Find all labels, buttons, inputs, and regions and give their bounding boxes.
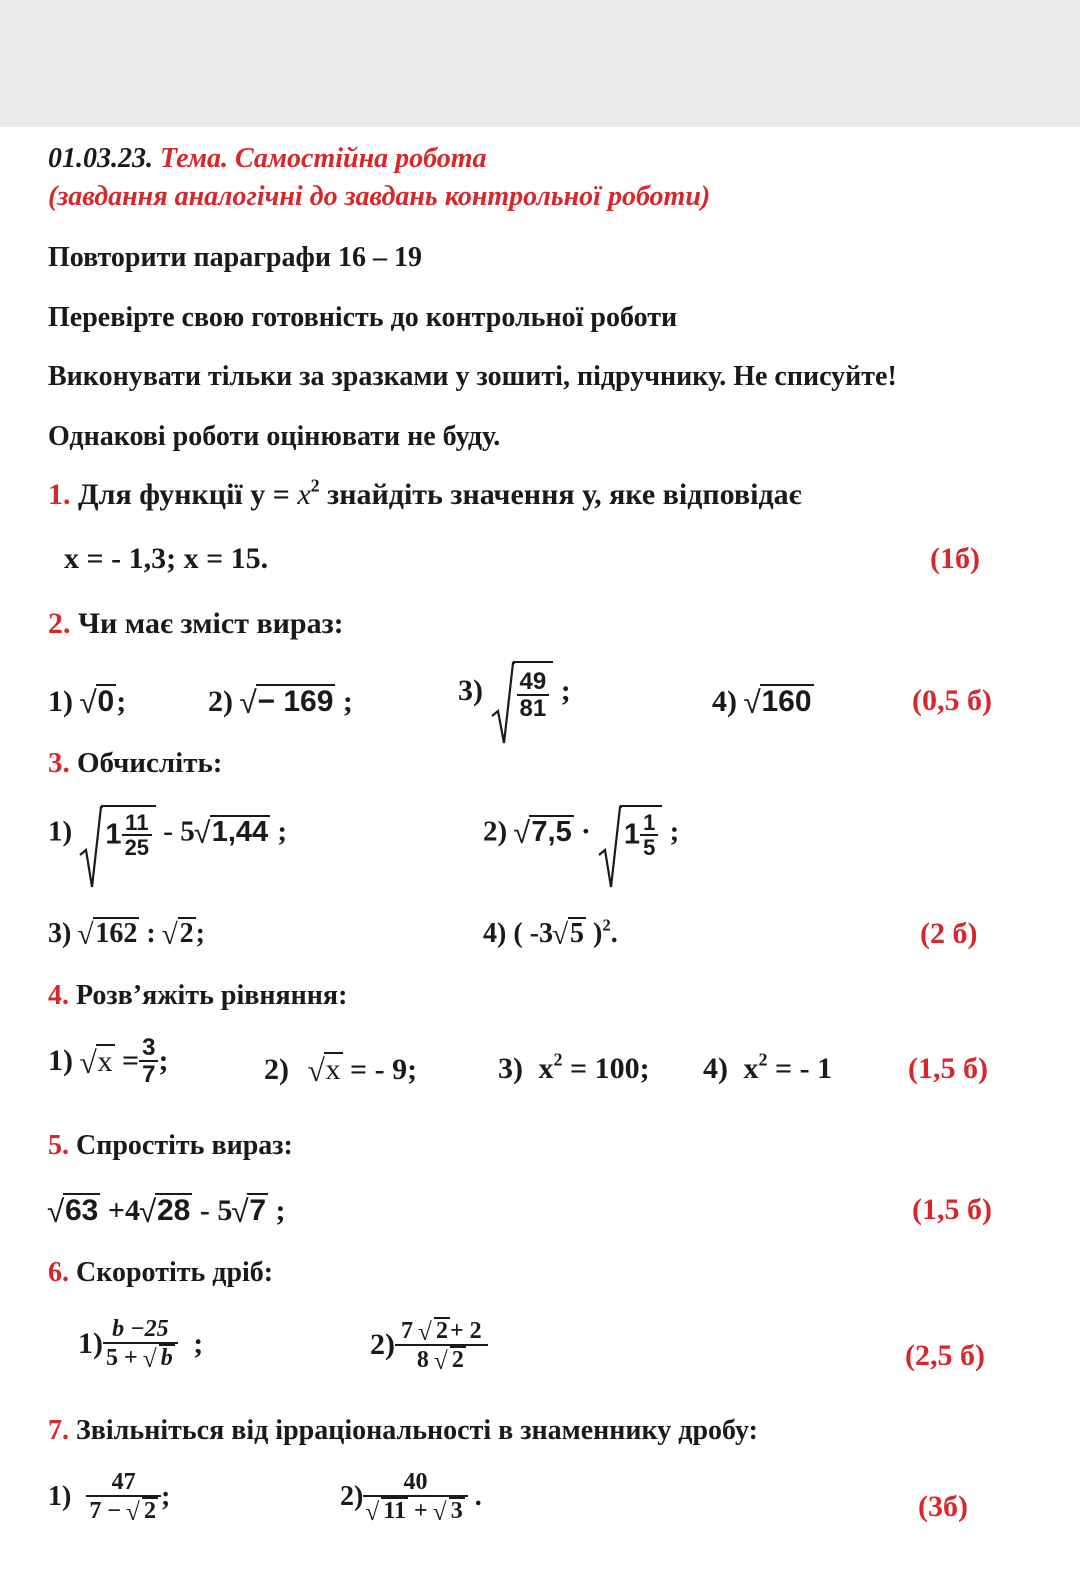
radicand: 162: [95, 918, 138, 949]
task-2-item-4: [712, 684, 814, 719]
task-7-item-1: [48, 1470, 170, 1524]
expr-close: ): [592, 918, 603, 949]
sqrt-11: [366, 1497, 408, 1524]
task-6-item-2: [370, 1317, 488, 1373]
task-5-expression: [48, 1193, 286, 1228]
denominator-coef: 8: [416, 1347, 429, 1374]
task-7-number: 7.: [48, 1415, 69, 1446]
item-tail: .: [474, 1481, 482, 1513]
task-4-item-4: [703, 1049, 833, 1086]
radicand: b: [160, 1345, 173, 1372]
instruction-4: Однакові роботи оцінювати не буду.: [48, 421, 501, 452]
task-6-number: 6.: [48, 1257, 69, 1288]
task-3-item-1: [48, 805, 287, 859]
plus-operator: +: [414, 1498, 428, 1525]
sqrt-2: [163, 917, 196, 950]
task-2-item-3: [458, 661, 571, 721]
equation-rest: = - 9;: [350, 1053, 418, 1086]
radicand: 63: [65, 1194, 99, 1227]
radicand: 2: [436, 1318, 448, 1344]
task-3-item-3: [48, 917, 205, 950]
whole-part: 1: [105, 818, 122, 851]
radicand: 2: [451, 1347, 464, 1374]
sqrt-1-44: [195, 815, 270, 849]
exponent: 2: [758, 1049, 768, 1070]
item-label: 3): [458, 674, 483, 708]
radicand: 5: [569, 918, 584, 949]
item-label: 1): [48, 815, 73, 848]
variable: x: [743, 1052, 759, 1085]
sqrt-7-5: [514, 815, 573, 849]
equals: =: [122, 1044, 140, 1078]
task-5-title-text: Спростіть вираз:: [76, 1130, 293, 1161]
sqrt-160: [745, 684, 814, 719]
radicand: 11: [383, 1498, 407, 1525]
expr-prefix: ( -3: [513, 918, 553, 949]
radical-sign: [79, 805, 103, 889]
sqrt-63: [48, 1193, 100, 1228]
item-label: 4): [483, 918, 507, 949]
sqrt-mixed-1-1-5: [598, 805, 662, 859]
instruction-2: Перевірте свою готовність до контрольної роботи: [48, 302, 678, 333]
item-tail: ;: [560, 674, 571, 708]
exponent: 2: [553, 1049, 563, 1070]
denominator: 5: [643, 835, 656, 861]
variable: x: [538, 1052, 554, 1085]
denominator: 81: [519, 695, 547, 723]
whole-part: 1: [623, 818, 641, 851]
sqrt-x: [81, 1044, 115, 1079]
task-3-item-2: [483, 805, 679, 859]
item-label: 1): [48, 1044, 73, 1078]
task-1-text-a: Для функції у =: [78, 478, 290, 511]
sqrt-0: [81, 684, 117, 719]
item-tail: ;: [195, 918, 205, 949]
header-subtitle: (завдання аналогічні до завдань контрольної роботи): [48, 181, 711, 212]
task-7-score: (3б): [918, 1490, 968, 1523]
item-tail: ;: [116, 685, 127, 718]
task-7-title: [48, 1415, 758, 1447]
numerator: 40: [363, 1470, 467, 1497]
coef-plus-4: +4: [107, 1194, 140, 1227]
item-tail: ;: [161, 1481, 171, 1513]
divide-operator: :: [146, 918, 156, 949]
item-label: 2): [340, 1481, 364, 1513]
sqrt-2: [127, 1497, 158, 1524]
item-tail: ;: [193, 1327, 204, 1361]
task-1-line1: [48, 475, 802, 512]
task-7-item-2: [340, 1470, 482, 1524]
radicand: 3: [450, 1498, 463, 1525]
radicand: 160: [761, 685, 812, 718]
task-4-item-3: [498, 1049, 650, 1086]
radical-sign: [491, 661, 515, 745]
numerator: 11: [122, 811, 152, 836]
radicand: x: [97, 1044, 113, 1078]
item-label: 4): [712, 685, 737, 718]
radical-sign: [598, 805, 622, 889]
radicand: − 169: [257, 685, 334, 718]
header-line: [48, 143, 487, 175]
numerator-rest: + 2: [450, 1318, 482, 1344]
radicand: 2: [179, 918, 194, 949]
item-tail: ;: [669, 815, 680, 848]
sqrt-mixed-1-11-25: [79, 805, 156, 859]
instruction-1: Повторити параграфи 16 – 19: [48, 242, 422, 273]
coef-minus-5: - 5: [199, 1194, 233, 1227]
task-2-title: [48, 607, 344, 641]
task-6-title: [48, 1257, 273, 1289]
radicand: 1,44: [211, 816, 269, 849]
item-tail: ;: [342, 685, 353, 718]
task-1-text-b: знайдіть значення у, яке відповідає: [327, 478, 802, 511]
numerator-coef: 7: [401, 1318, 413, 1344]
item-tail: ;: [275, 1194, 286, 1227]
task-4-number: 4.: [48, 980, 69, 1011]
item-tail: ;: [158, 1044, 169, 1078]
task-3-item-4: [483, 917, 618, 950]
equation-rest: = 100;: [570, 1052, 650, 1085]
sqrt-7: [232, 1193, 268, 1228]
task-6-score: (2,5 б): [905, 1339, 985, 1372]
sqrt-b: [144, 1344, 175, 1371]
item-label: 1): [48, 1481, 72, 1513]
task-4-item-1: [48, 1035, 168, 1087]
minus-coef: - 5: [163, 815, 195, 848]
document-page: [0, 127, 1080, 1588]
radicand: x: [325, 1053, 341, 1086]
numerator: 3: [139, 1035, 158, 1062]
item-tail: ;: [277, 815, 288, 848]
task-4-score: (1,5 б): [908, 1052, 988, 1085]
task-7-title-text: Звільніться від ірраціональності в знаменнику дробу:: [76, 1415, 758, 1446]
dot-operator: ·: [581, 815, 591, 848]
task-2-title-text: Чи має зміст вираз:: [78, 607, 344, 640]
task-3-title: [48, 747, 222, 780]
numerator: b −25: [103, 1317, 178, 1344]
task-1-line2: х = - 1,3; х = 15.: [64, 542, 269, 575]
radicand: 7: [249, 1194, 267, 1227]
radicand: 0: [97, 685, 115, 718]
numerator: 49: [517, 669, 550, 696]
task-4-title: [48, 980, 347, 1012]
task-1-score: (1б): [930, 542, 980, 575]
item-label: 3): [48, 918, 72, 949]
denominator-part: 5 +: [106, 1345, 138, 1372]
header-date: 01.03.23.: [48, 143, 153, 174]
task-4-title-text: Розв’яжіть рівняння:: [76, 980, 348, 1011]
task-5-score: (1,5 б): [912, 1193, 992, 1226]
numerator: 1: [640, 811, 658, 836]
sqrt-28: [140, 1193, 192, 1228]
task-2-score: (0,5 б): [912, 684, 992, 717]
task-4-item-2: [264, 1052, 417, 1087]
item-label: 2): [208, 685, 233, 718]
sqrt-2: [435, 1346, 466, 1373]
task-1-var: x: [297, 478, 311, 511]
item-label: 1): [48, 685, 73, 718]
radicand: 2: [144, 1498, 157, 1525]
item-label: 2): [264, 1053, 289, 1086]
item-tail: .: [610, 918, 618, 949]
task-2-item-1: [48, 684, 126, 719]
task-3-score: (2 б): [920, 917, 978, 950]
task-1-number: 1.: [48, 478, 71, 511]
task-3-title-text: Обчисліть:: [77, 747, 223, 779]
task-5-number: 5.: [48, 1130, 69, 1161]
task-6-item-1: [78, 1317, 203, 1371]
header-topic: Тема. Самостійна робота: [160, 143, 487, 174]
instruction-3: Виконувати тільки за зразками у зошиті, підручнику. Не списуйте!: [48, 361, 897, 392]
sqrt-fraction-49-81: [491, 661, 554, 721]
item-label: 1): [78, 1327, 103, 1361]
denominator-part: 7 −: [89, 1498, 122, 1525]
radicand: 7,5: [531, 816, 572, 849]
sqrt-minus-169: [241, 684, 336, 719]
sqrt-2: [419, 1317, 450, 1344]
exponent: 2: [602, 915, 611, 935]
item-label: 2): [483, 815, 508, 848]
sqrt-162: [78, 917, 139, 950]
sqrt-3: [434, 1497, 465, 1524]
denominator: 25: [124, 835, 150, 861]
task-2-item-2: [208, 684, 353, 719]
task-2-number: 2.: [48, 607, 71, 640]
task-1-exp: 2: [310, 475, 320, 496]
item-label: 4): [703, 1052, 728, 1085]
denominator: 7: [142, 1061, 156, 1089]
task-3-number: 3.: [48, 747, 70, 779]
sqrt-5: [553, 917, 586, 950]
radicand: 28: [156, 1194, 191, 1227]
sqrt-x: [309, 1052, 343, 1087]
item-label: 3): [498, 1052, 523, 1085]
equation-rest: = - 1: [775, 1052, 833, 1085]
task-5-title: [48, 1130, 293, 1162]
item-label: 2): [370, 1328, 395, 1362]
numerator: 47: [86, 1470, 161, 1497]
top-gray-bar: [0, 0, 1080, 127]
task-6-title-text: Скоротіть дріб:: [76, 1257, 274, 1288]
